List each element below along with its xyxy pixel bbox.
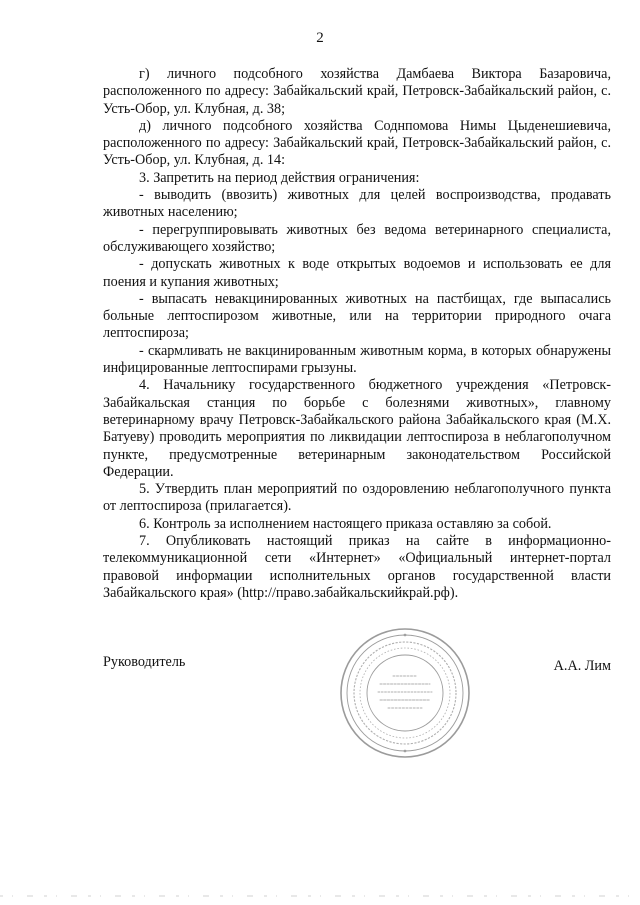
signature-name: А.А. Лим bbox=[553, 658, 611, 674]
paragraph-ban-water: - допускать животных к воде открытых водоемов и использовать ее для поения и купания животных; bbox=[103, 256, 611, 290]
paragraph-ban-export: - выводить (ввозить) животных для целей воспроизводства, продавать животных населению; bbox=[103, 187, 611, 221]
paragraph-clause-4: 4. Начальнику государственного бюджетного учреждения «Петровск-Забайкальская станция по борьбе с болезнями животных», главному ветеринарному врачу Петровск-Забайкальского района Забайкальского края (М.Х. Батуеву) проводить мероприятия по ликвидации лептоспироза в неблагополучном пункте, предусмотренные ветеринарным законодательством Российской Федерации. bbox=[103, 377, 611, 480]
paragraph-item-g: г) личного подсобного хозяйства Дамбаева Виктора Базаровича, расположенного по адресу: Забайкальский край, Петровск-Забайкальский район, с. Усть-Обор, ул. Клубная, д. 38; bbox=[103, 66, 611, 117]
signature-title: Руководитель bbox=[103, 654, 186, 670]
paragraph-item-d: д) личного подсобного хозяйства Соднпомова Нимы Цыденешиевича, расположенного по адресу: Забайкальский край, Петровск-Забайкальский район, с. Усть-Обор, ул. Клубная, д. 14: bbox=[103, 117, 611, 169]
scan-edge-noise bbox=[0, 895, 640, 897]
paragraph-ban-graze: - выпасать невакцинированных животных на пастбищах, где выпасались больные лептоспирозом животные, или на территории природного очага лептоспироза; bbox=[103, 290, 611, 342]
document-body bbox=[103, 66, 611, 602]
paragraph-clause-6: 6. Контроль за исполнением настоящего приказа оставляю за собой. bbox=[139, 515, 552, 532]
page-number: 2 bbox=[316, 30, 324, 46]
paragraph-clause-7: 7. Опубликовать настоящий приказ на сайте в информационно-телекоммуникационной сети «Интернет» «Официальный интернет-портал правовой информации исполнительных органов государственной власти Забайкальского края» (http://право.забайкальскийкрай.рф). bbox=[103, 533, 611, 601]
paragraph-ban-feed: - скармливать не вакцинированным животным корма, в которых обнаружены инфицированные лептоспирами грызуны. bbox=[103, 342, 611, 377]
official-seal-icon bbox=[338, 626, 472, 760]
paragraph-ban-regroup: - перегруппировывать животных без ведома ветеринарного специалиста, обслуживающего хозяйство; bbox=[103, 221, 611, 255]
paragraph-clause-3: 3. Запретить на период действия ограничения: bbox=[139, 169, 420, 186]
paragraph-clause-5: 5. Утвердить план мероприятий по оздоровлению неблагополучного пункта от лептоспироза (прилагается). bbox=[103, 481, 611, 515]
